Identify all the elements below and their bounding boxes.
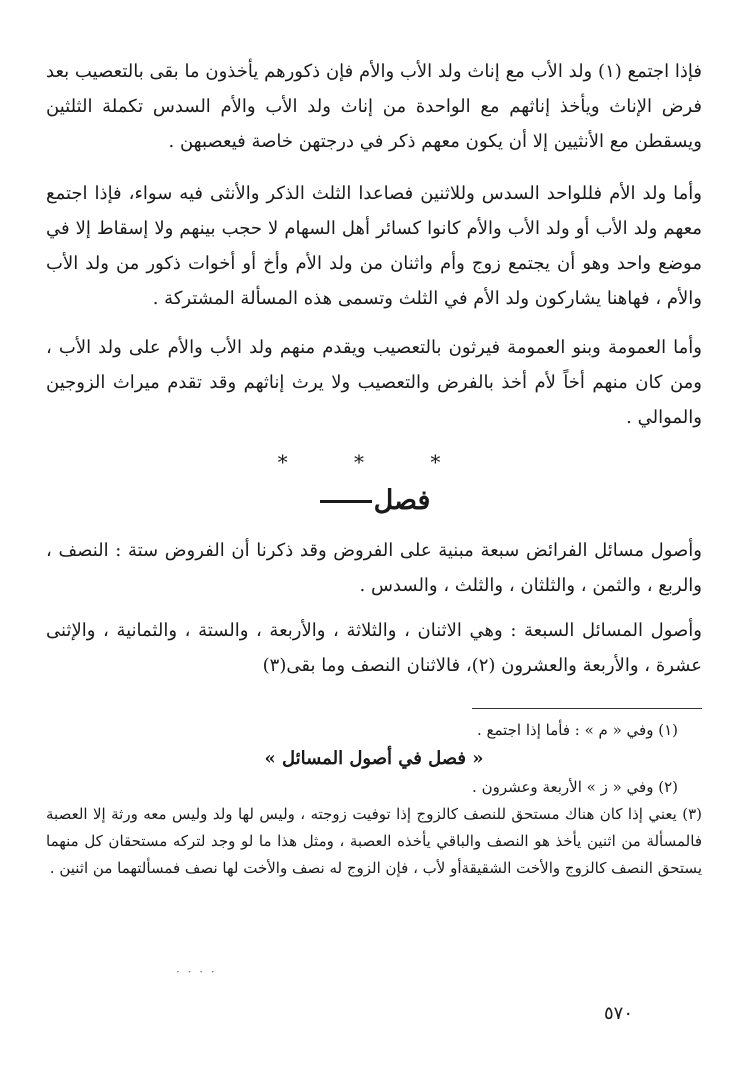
page-decoration: · · · · [176,965,217,979]
section-paragraph-1: وأصول مسائل الفرائض سبعة مبنية على الفروض وقد ذكرنا أن الفروض ستة : النصف ، والربع ، والثمن ، والثلثان ، والثلث ، والسدس . [46,540,702,596]
footnote-2: (٢) وفي « ز » الأربعة وعشرون . [472,778,678,796]
paragraph-2: وأما ولد الأم فللواحد السدس وللاثنين فصاعدا الثلث الذكر والأنثى فيه سواء، فإذا اجتمع معهم ولد الأب أو ولد الأب والأم كانوا كسائر أهل السهام لا حجب بينهم ولا إسقاط إلا في موضع واحد وهو أن يجتمع زوج وأم واثنان من ولد الأم وأخ أو أخوات ذكور من ولد الأب والأم ، فهاهنا يشاركون ولد الأم في الثلث وتسمى هذه المسألة المشتركة . [46,183,702,309]
paragraph-1: فإذا اجتمع (١) ولد الأب مع إناث ولد الأب والأم فإن ذكورهم يأخذون ما بقى بالتعصيب بعد فرض الإناث ويأخذ إناثهم مع الواحدة من إناث ولد الأب والأم السدس تكملة الثلثين ويسقطن مع الأنثيين إلا أن يكون معهم ذكر في درجتهن خاصة فيعصبهن . [46,61,702,152]
page-number: ٥٧٠ [604,1003,634,1024]
section-heading-text: فصل [373,485,431,516]
footnote-1: (١) وفي « م » : فأما إذا اجتمع . [476,721,678,739]
section-heading [308,481,441,521]
footnote-3: (٣) يعني إذا كان هناك مستحق للنصف كالزوج إذا توفيت زوجته ، وليس لها ولد وليس معه ورثة إلا العصبة فالمسألة من اثنين يأخذ هو النصف والباقي يأخذه العصبة ، ومثل هذا ما لو وجد لتركه مستحقان كل منهما يستحق النصف كالزوج والأخت الشقيقةأو لأب ، فإن الزوج له نصف والأخت لها نصف فمسألتهما من اثنين . [46,805,702,877]
section-separator: * * * [277,450,471,474]
footnote-1-heading: « فصل في أصول المسائل » [264,748,484,769]
section-paragraph-2: وأصول المسائل السبعة : وهي الاثنان ، والثلاثة ، والأربعة ، والستة ، والثمانية ، والإثنى عشرة ، والأربعة والعشرون (٢)، فالاثنان النصف وما بقى(٣) [46,620,702,676]
heading-underline [320,500,372,503]
footnote-divider [472,708,702,709]
section-heading-wrap [46,481,702,533]
page-content [46,54,702,882]
paragraph-3: وأما العمومة وبنو العمومة فيرثون بالتعصيب ويقدم منهم ولد الأب والأم على ولد الأب ، ومن كان منهم أخاً لأم أخذ بالفرض والتعصيب ولا يرث إناثهم وقد تقدم ميراث الزوجين والموالي . [46,337,703,428]
